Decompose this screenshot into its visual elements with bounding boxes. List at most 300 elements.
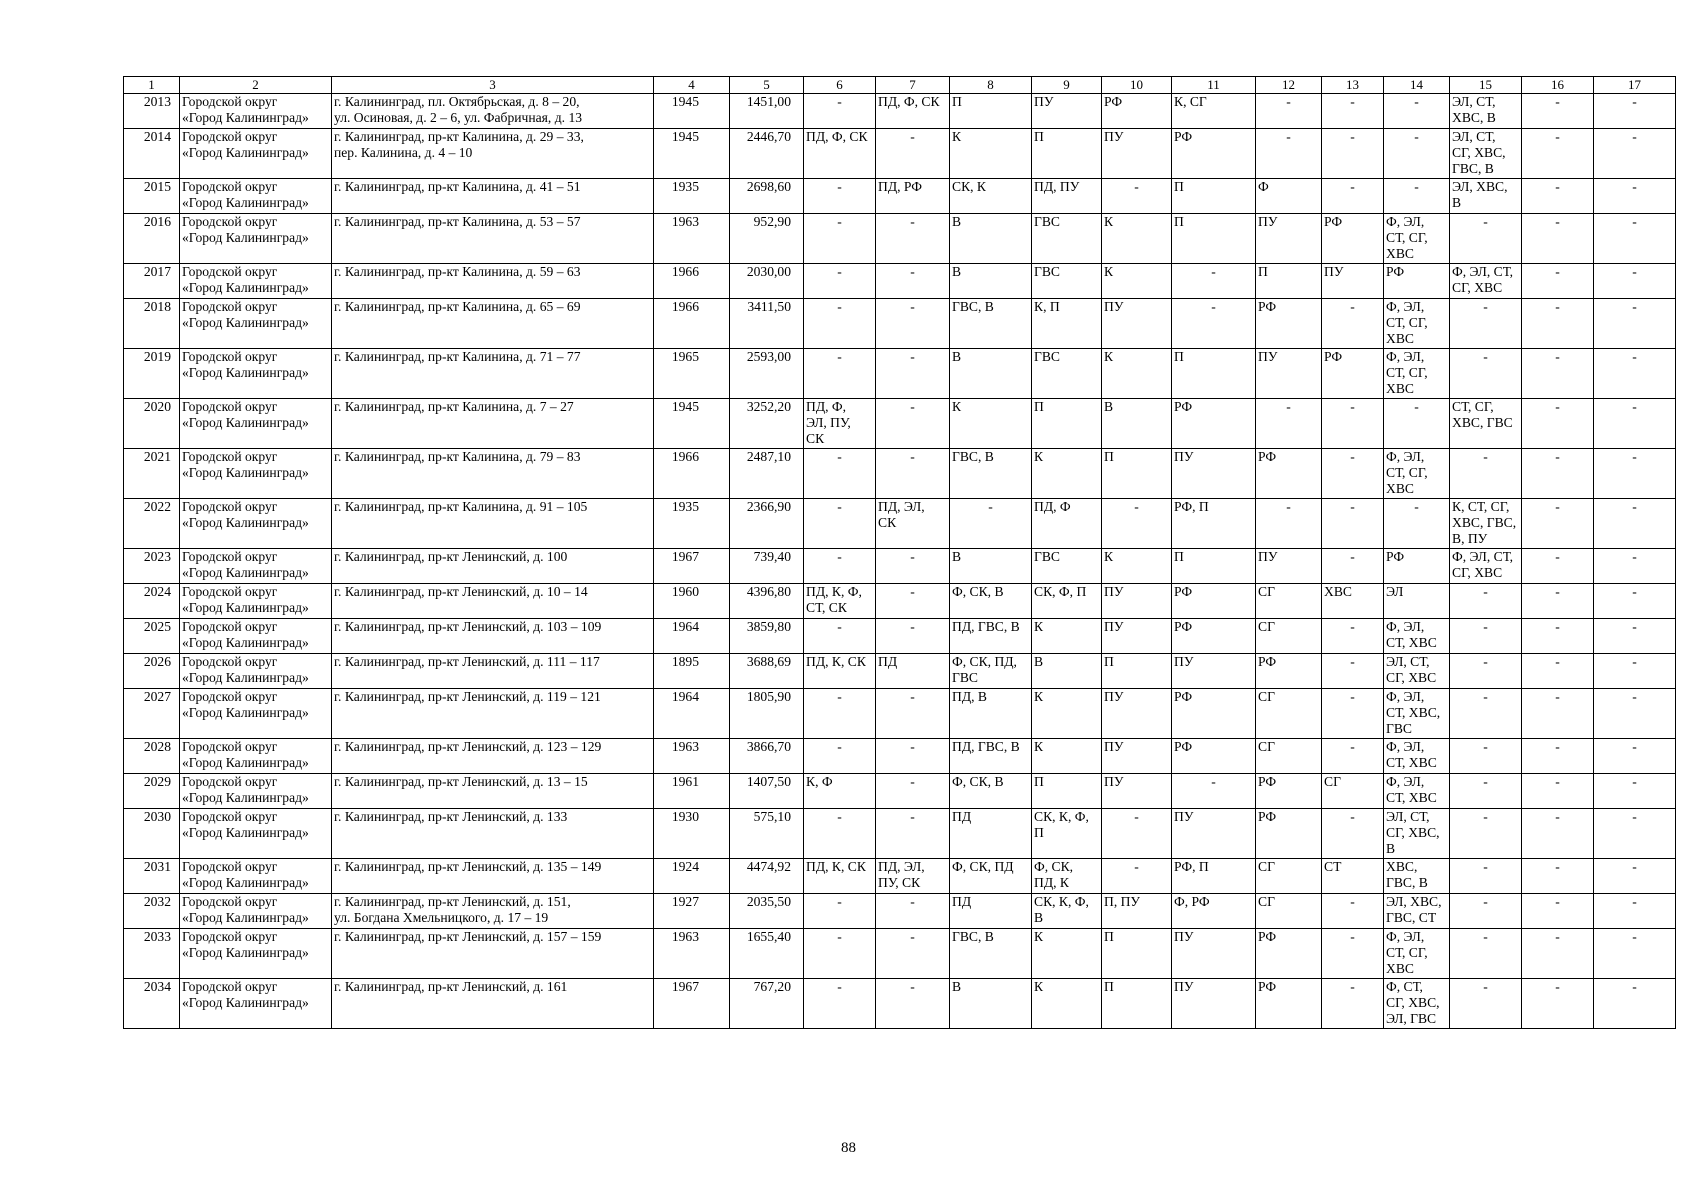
cell-col-16: - bbox=[1522, 449, 1594, 499]
cell-col-17: - bbox=[1594, 299, 1676, 349]
cell-col-2: Городской округ «Город Калининград» bbox=[180, 619, 332, 654]
cell-col-15: - bbox=[1450, 619, 1522, 654]
table-row bbox=[124, 129, 1676, 179]
cell-col-8: В bbox=[950, 349, 1032, 399]
cell-col-10: ПУ bbox=[1102, 689, 1172, 739]
cell-col-4: 1963 bbox=[654, 214, 730, 264]
cell-col-17: - bbox=[1594, 619, 1676, 654]
cell-col-7: - bbox=[876, 689, 950, 739]
cell-col-12: РФ bbox=[1256, 299, 1322, 349]
table-body bbox=[124, 94, 1676, 1029]
cell-col-8: СК, К bbox=[950, 179, 1032, 214]
cell-col-15: - bbox=[1450, 774, 1522, 809]
cell-col-4: 1966 bbox=[654, 264, 730, 299]
cell-col-15: - bbox=[1450, 979, 1522, 1029]
cell-col-14: - bbox=[1384, 399, 1450, 449]
cell-col-13: РФ bbox=[1322, 214, 1384, 264]
cell-col-5: 1655,40 bbox=[730, 929, 804, 979]
cell-col-3: г. Калининград, пр-кт Ленинский, д. 133 bbox=[332, 809, 654, 859]
table-row bbox=[124, 549, 1676, 584]
cell-col-12: ПУ bbox=[1256, 549, 1322, 584]
cell-col-13: - bbox=[1322, 619, 1384, 654]
cell-col-16: - bbox=[1522, 979, 1594, 1029]
cell-col-17: - bbox=[1594, 929, 1676, 979]
cell-col-3: г. Калининград, пр-кт Ленинский, д. 103 – 109 bbox=[332, 619, 654, 654]
cell-col-7: - bbox=[876, 774, 950, 809]
cell-col-14: Ф, ЭЛ, СТ, СГ, ХВС bbox=[1384, 214, 1450, 264]
cell-col-13: СТ bbox=[1322, 859, 1384, 894]
cell-col-9: СК, К, Ф, В bbox=[1032, 894, 1102, 929]
cell-col-1: 2027 bbox=[124, 689, 180, 739]
cell-col-5: 4474,92 bbox=[730, 859, 804, 894]
table-row bbox=[124, 179, 1676, 214]
cell-col-4: 1960 bbox=[654, 584, 730, 619]
cell-col-15: - bbox=[1450, 859, 1522, 894]
cell-col-8: В bbox=[950, 214, 1032, 264]
cell-col-5: 3866,70 bbox=[730, 739, 804, 774]
table-row bbox=[124, 399, 1676, 449]
cell-col-16: - bbox=[1522, 349, 1594, 399]
cell-col-2: Городской округ «Город Калининград» bbox=[180, 809, 332, 859]
cell-col-10: П bbox=[1102, 449, 1172, 499]
cell-col-11: РФ bbox=[1172, 129, 1256, 179]
cell-col-11: ПУ bbox=[1172, 654, 1256, 689]
cell-col-15: - bbox=[1450, 929, 1522, 979]
cell-col-7: - bbox=[876, 894, 950, 929]
cell-col-11: РФ bbox=[1172, 399, 1256, 449]
table-row bbox=[124, 619, 1676, 654]
cell-col-10: К bbox=[1102, 264, 1172, 299]
cell-col-6: - bbox=[804, 214, 876, 264]
cell-col-1: 2017 bbox=[124, 264, 180, 299]
cell-col-8: П bbox=[950, 94, 1032, 129]
cell-col-4: 1927 bbox=[654, 894, 730, 929]
cell-col-10: П bbox=[1102, 929, 1172, 979]
cell-col-8: В bbox=[950, 549, 1032, 584]
cell-col-17: - bbox=[1594, 549, 1676, 584]
cell-col-12: СГ bbox=[1256, 894, 1322, 929]
cell-col-12: СГ bbox=[1256, 689, 1322, 739]
cell-col-9: Ф, СК, ПД, К bbox=[1032, 859, 1102, 894]
cell-col-13: - bbox=[1322, 549, 1384, 584]
cell-col-8: Ф, СК, ПД, ГВС bbox=[950, 654, 1032, 689]
cell-col-10: П, ПУ bbox=[1102, 894, 1172, 929]
cell-col-6: - bbox=[804, 179, 876, 214]
table-row bbox=[124, 739, 1676, 774]
cell-col-11: - bbox=[1172, 299, 1256, 349]
cell-col-12: СГ bbox=[1256, 859, 1322, 894]
cell-col-9: К bbox=[1032, 739, 1102, 774]
cell-col-14: - bbox=[1384, 94, 1450, 129]
cell-col-5: 952,90 bbox=[730, 214, 804, 264]
cell-col-3: г. Калининград, пр-кт Калинина, д. 65 – 69 bbox=[332, 299, 654, 349]
cell-col-6: - bbox=[804, 94, 876, 129]
cell-col-12: - bbox=[1256, 94, 1322, 129]
cell-col-9: К bbox=[1032, 449, 1102, 499]
cell-col-10: ПУ bbox=[1102, 774, 1172, 809]
cell-col-17: - bbox=[1594, 894, 1676, 929]
column-header-1: 1 bbox=[124, 77, 180, 94]
cell-col-5: 1451,00 bbox=[730, 94, 804, 129]
cell-col-11: П bbox=[1172, 549, 1256, 584]
cell-col-16: - bbox=[1522, 809, 1594, 859]
cell-col-3: г. Калининград, пр-кт Калинина, д. 59 – 63 bbox=[332, 264, 654, 299]
cell-col-6: - bbox=[804, 264, 876, 299]
cell-col-13: - bbox=[1322, 979, 1384, 1029]
cell-col-10: К bbox=[1102, 549, 1172, 584]
cell-col-16: - bbox=[1522, 499, 1594, 549]
cell-col-9: П bbox=[1032, 774, 1102, 809]
cell-col-7: - bbox=[876, 214, 950, 264]
cell-col-15: - bbox=[1450, 689, 1522, 739]
cell-col-1: 2031 bbox=[124, 859, 180, 894]
cell-col-14: - bbox=[1384, 499, 1450, 549]
cell-col-14: Ф, ЭЛ, СТ, ХВС, ГВС bbox=[1384, 689, 1450, 739]
cell-col-13: - bbox=[1322, 399, 1384, 449]
cell-col-12: П bbox=[1256, 264, 1322, 299]
cell-col-4: 1935 bbox=[654, 179, 730, 214]
cell-col-5: 3252,20 bbox=[730, 399, 804, 449]
cell-col-4: 1965 bbox=[654, 349, 730, 399]
cell-col-14: Ф, ЭЛ, СТ, СГ, ХВС bbox=[1384, 349, 1450, 399]
cell-col-11: РФ, П bbox=[1172, 859, 1256, 894]
cell-col-16: - bbox=[1522, 584, 1594, 619]
cell-col-9: ГВС bbox=[1032, 214, 1102, 264]
cell-col-16: - bbox=[1522, 929, 1594, 979]
cell-col-3: г. Калининград, пр-кт Калинина, д. 41 – 51 bbox=[332, 179, 654, 214]
page-number: 88 bbox=[841, 1140, 856, 1156]
cell-col-11: П bbox=[1172, 214, 1256, 264]
cell-col-15: Ф, ЭЛ, СТ, СГ, ХВС bbox=[1450, 549, 1522, 584]
cell-col-12: РФ bbox=[1256, 979, 1322, 1029]
cell-col-13: - bbox=[1322, 129, 1384, 179]
cell-col-14: РФ bbox=[1384, 264, 1450, 299]
cell-col-6: ПД, К, Ф, СТ, СК bbox=[804, 584, 876, 619]
cell-col-2: Городской округ «Город Калининград» bbox=[180, 449, 332, 499]
cell-col-11: ПУ bbox=[1172, 929, 1256, 979]
cell-col-11: РФ bbox=[1172, 619, 1256, 654]
cell-col-16: - bbox=[1522, 774, 1594, 809]
cell-col-17: - bbox=[1594, 774, 1676, 809]
cell-col-10: ПУ bbox=[1102, 129, 1172, 179]
cell-col-9: В bbox=[1032, 654, 1102, 689]
cell-col-9: П bbox=[1032, 129, 1102, 179]
cell-col-6: ПД, К, СК bbox=[804, 859, 876, 894]
column-header-8: 8 bbox=[950, 77, 1032, 94]
cell-col-17: - bbox=[1594, 214, 1676, 264]
cell-col-1: 2030 bbox=[124, 809, 180, 859]
cell-col-10: - bbox=[1102, 809, 1172, 859]
cell-col-7: - bbox=[876, 584, 950, 619]
cell-col-5: 575,10 bbox=[730, 809, 804, 859]
cell-col-5: 2366,90 bbox=[730, 499, 804, 549]
cell-col-1: 2018 bbox=[124, 299, 180, 349]
cell-col-1: 2019 bbox=[124, 349, 180, 399]
table-row bbox=[124, 499, 1676, 549]
cell-col-13: СГ bbox=[1322, 774, 1384, 809]
cell-col-7: - bbox=[876, 129, 950, 179]
cell-col-10: - bbox=[1102, 859, 1172, 894]
cell-col-11: - bbox=[1172, 774, 1256, 809]
cell-col-11: Ф, РФ bbox=[1172, 894, 1256, 929]
table-row bbox=[124, 894, 1676, 929]
cell-col-17: - bbox=[1594, 179, 1676, 214]
table-row bbox=[124, 264, 1676, 299]
cell-col-5: 2487,10 bbox=[730, 449, 804, 499]
cell-col-13: - bbox=[1322, 449, 1384, 499]
cell-col-11: П bbox=[1172, 349, 1256, 399]
cell-col-4: 1967 bbox=[654, 549, 730, 584]
cell-col-1: 2032 bbox=[124, 894, 180, 929]
cell-col-16: - bbox=[1522, 689, 1594, 739]
cell-col-17: - bbox=[1594, 654, 1676, 689]
cell-col-7: - bbox=[876, 299, 950, 349]
cell-col-10: ПУ bbox=[1102, 299, 1172, 349]
cell-col-8: В bbox=[950, 979, 1032, 1029]
cell-col-16: - bbox=[1522, 214, 1594, 264]
cell-col-10: П bbox=[1102, 654, 1172, 689]
cell-col-15: - bbox=[1450, 449, 1522, 499]
cell-col-6: - bbox=[804, 689, 876, 739]
cell-col-2: Городской округ «Город Калининград» bbox=[180, 299, 332, 349]
cell-col-6: - bbox=[804, 499, 876, 549]
cell-col-4: 1963 bbox=[654, 739, 730, 774]
cell-col-6: - bbox=[804, 929, 876, 979]
cell-col-11: РФ bbox=[1172, 584, 1256, 619]
cell-col-2: Городской округ «Город Калининград» bbox=[180, 349, 332, 399]
cell-col-15: Ф, ЭЛ, СТ, СГ, ХВС bbox=[1450, 264, 1522, 299]
table-row bbox=[124, 214, 1676, 264]
cell-col-7: - bbox=[876, 929, 950, 979]
cell-col-3: г. Калининград, пр-кт Ленинский, д. 10 – 14 bbox=[332, 584, 654, 619]
cell-col-17: - bbox=[1594, 689, 1676, 739]
cell-col-15: - bbox=[1450, 584, 1522, 619]
cell-col-8: ПД bbox=[950, 894, 1032, 929]
cell-col-1: 2014 bbox=[124, 129, 180, 179]
cell-col-12: Ф bbox=[1256, 179, 1322, 214]
cell-col-17: - bbox=[1594, 499, 1676, 549]
cell-col-6: - bbox=[804, 299, 876, 349]
cell-col-13: - bbox=[1322, 894, 1384, 929]
cell-col-4: 1895 bbox=[654, 654, 730, 689]
cell-col-5: 3411,50 bbox=[730, 299, 804, 349]
column-number-header-row bbox=[124, 77, 1676, 94]
cell-col-15: - bbox=[1450, 739, 1522, 774]
cell-col-9: ПД, ПУ bbox=[1032, 179, 1102, 214]
cell-col-5: 3859,80 bbox=[730, 619, 804, 654]
cell-col-2: Городской округ «Город Калининград» bbox=[180, 499, 332, 549]
cell-col-17: - bbox=[1594, 94, 1676, 129]
cell-col-5: 739,40 bbox=[730, 549, 804, 584]
cell-col-12: СГ bbox=[1256, 619, 1322, 654]
cell-col-10: ПУ bbox=[1102, 739, 1172, 774]
cell-col-2: Городской округ «Город Калининград» bbox=[180, 654, 332, 689]
cell-col-1: 2021 bbox=[124, 449, 180, 499]
cell-col-10: РФ bbox=[1102, 94, 1172, 129]
cell-col-2: Городской округ «Город Калининград» bbox=[180, 94, 332, 129]
repair-schedule-table bbox=[123, 76, 1676, 1029]
cell-col-12: ПУ bbox=[1256, 214, 1322, 264]
cell-col-15: - bbox=[1450, 654, 1522, 689]
cell-col-8: ГВС, В bbox=[950, 929, 1032, 979]
cell-col-3: г. Калининград, пр-кт Калинина, д. 7 – 27 bbox=[332, 399, 654, 449]
cell-col-4: 1967 bbox=[654, 979, 730, 1029]
cell-col-5: 4396,80 bbox=[730, 584, 804, 619]
cell-col-6: - bbox=[804, 979, 876, 1029]
table-row bbox=[124, 584, 1676, 619]
cell-col-14: Ф, ЭЛ, СТ, ХВС bbox=[1384, 739, 1450, 774]
cell-col-1: 2026 bbox=[124, 654, 180, 689]
cell-col-12: - bbox=[1256, 129, 1322, 179]
cell-col-7: - bbox=[876, 979, 950, 1029]
cell-col-3: г. Калининград, пр-кт Ленинский, д. 157 – 159 bbox=[332, 929, 654, 979]
cell-col-1: 2013 bbox=[124, 94, 180, 129]
cell-col-8: К bbox=[950, 129, 1032, 179]
cell-col-10: В bbox=[1102, 399, 1172, 449]
cell-col-9: СК, К, Ф, П bbox=[1032, 809, 1102, 859]
cell-col-8: ПД, ГВС, В bbox=[950, 619, 1032, 654]
cell-col-16: - bbox=[1522, 654, 1594, 689]
cell-col-13: - bbox=[1322, 499, 1384, 549]
cell-col-17: - bbox=[1594, 264, 1676, 299]
cell-col-16: - bbox=[1522, 894, 1594, 929]
cell-col-10: - bbox=[1102, 179, 1172, 214]
table-row bbox=[124, 299, 1676, 349]
cell-col-5: 2035,50 bbox=[730, 894, 804, 929]
cell-col-1: 2034 bbox=[124, 979, 180, 1029]
cell-col-16: - bbox=[1522, 859, 1594, 894]
cell-col-15: - bbox=[1450, 809, 1522, 859]
cell-col-14: ЭЛ, СТ, СГ, ХВС, В bbox=[1384, 809, 1450, 859]
cell-col-10: К bbox=[1102, 349, 1172, 399]
cell-col-4: 1964 bbox=[654, 689, 730, 739]
cell-col-3: г. Калининград, пр-кт Калинина, д. 79 – 83 bbox=[332, 449, 654, 499]
cell-col-2: Городской округ «Город Калининград» bbox=[180, 129, 332, 179]
cell-col-2: Городской округ «Город Калининград» bbox=[180, 399, 332, 449]
cell-col-7: - bbox=[876, 549, 950, 584]
cell-col-8: ГВС, В bbox=[950, 299, 1032, 349]
cell-col-13: ХВС bbox=[1322, 584, 1384, 619]
cell-col-17: - bbox=[1594, 449, 1676, 499]
cell-col-1: 2015 bbox=[124, 179, 180, 214]
cell-col-10: ПУ bbox=[1102, 584, 1172, 619]
cell-col-14: ХВС, ГВС, В bbox=[1384, 859, 1450, 894]
table-row bbox=[124, 859, 1676, 894]
cell-col-16: - bbox=[1522, 94, 1594, 129]
cell-col-17: - bbox=[1594, 349, 1676, 399]
cell-col-1: 2020 bbox=[124, 399, 180, 449]
cell-col-8: - bbox=[950, 499, 1032, 549]
cell-col-8: В bbox=[950, 264, 1032, 299]
cell-col-13: - bbox=[1322, 689, 1384, 739]
cell-col-16: - bbox=[1522, 179, 1594, 214]
table-row bbox=[124, 689, 1676, 739]
cell-col-4: 1964 bbox=[654, 619, 730, 654]
cell-col-1: 2033 bbox=[124, 929, 180, 979]
cell-col-3: г. Калининград, пр-кт Калинина, д. 71 – 77 bbox=[332, 349, 654, 399]
cell-col-13: - bbox=[1322, 809, 1384, 859]
table-row bbox=[124, 774, 1676, 809]
cell-col-3: г. Калининград, пл. Октябрьская, д. 8 – 20, ул. Осиновая, д. 2 – 6, ул. Фабричная, д. 13 bbox=[332, 94, 654, 129]
cell-col-3: г. Калининград, пр-кт Ленинский, д. 13 – 15 bbox=[332, 774, 654, 809]
cell-col-2: Городской округ «Город Калининград» bbox=[180, 859, 332, 894]
cell-col-9: К bbox=[1032, 929, 1102, 979]
column-header-15: 15 bbox=[1450, 77, 1522, 94]
column-header-9: 9 bbox=[1032, 77, 1102, 94]
cell-col-16: - bbox=[1522, 739, 1594, 774]
cell-col-11: ПУ bbox=[1172, 979, 1256, 1029]
cell-col-5: 1407,50 bbox=[730, 774, 804, 809]
cell-col-1: 2028 bbox=[124, 739, 180, 774]
cell-col-2: Городской округ «Город Калининград» bbox=[180, 929, 332, 979]
cell-col-8: Ф, СК, В bbox=[950, 584, 1032, 619]
cell-col-2: Городской округ «Город Калининград» bbox=[180, 894, 332, 929]
cell-col-7: - bbox=[876, 619, 950, 654]
cell-col-2: Городской округ «Город Калининград» bbox=[180, 774, 332, 809]
cell-col-5: 3688,69 bbox=[730, 654, 804, 689]
cell-col-15: ЭЛ, ХВС, В bbox=[1450, 179, 1522, 214]
cell-col-7: - bbox=[876, 809, 950, 859]
cell-col-14: Ф, СТ, СГ, ХВС, ЭЛ, ГВС bbox=[1384, 979, 1450, 1029]
column-header-16: 16 bbox=[1522, 77, 1594, 94]
cell-col-2: Городской округ «Город Калининград» bbox=[180, 264, 332, 299]
cell-col-14: - bbox=[1384, 129, 1450, 179]
cell-col-17: - bbox=[1594, 739, 1676, 774]
cell-col-14: Ф, ЭЛ, СТ, ХВС bbox=[1384, 619, 1450, 654]
column-header-5: 5 bbox=[730, 77, 804, 94]
cell-col-7: ПД, Ф, СК bbox=[876, 94, 950, 129]
cell-col-15: - bbox=[1450, 894, 1522, 929]
cell-col-4: 1945 bbox=[654, 129, 730, 179]
cell-col-15: ЭЛ, СТ, СГ, ХВС, ГВС, В bbox=[1450, 129, 1522, 179]
cell-col-2: Городской округ «Город Калининград» bbox=[180, 214, 332, 264]
cell-col-11: - bbox=[1172, 264, 1256, 299]
cell-col-2: Городской округ «Город Калининград» bbox=[180, 979, 332, 1029]
table-row bbox=[124, 979, 1676, 1029]
column-header-6: 6 bbox=[804, 77, 876, 94]
cell-col-17: - bbox=[1594, 129, 1676, 179]
cell-col-6: К, Ф bbox=[804, 774, 876, 809]
cell-col-16: - bbox=[1522, 549, 1594, 584]
cell-col-11: ПУ bbox=[1172, 809, 1256, 859]
cell-col-8: ПД bbox=[950, 809, 1032, 859]
cell-col-11: РФ, П bbox=[1172, 499, 1256, 549]
cell-col-7: ПД, РФ bbox=[876, 179, 950, 214]
cell-col-4: 1963 bbox=[654, 929, 730, 979]
cell-col-15: К, СТ, СГ, ХВС, ГВС, В, ПУ bbox=[1450, 499, 1522, 549]
cell-col-9: К bbox=[1032, 979, 1102, 1029]
cell-col-4: 1966 bbox=[654, 299, 730, 349]
cell-col-6: - bbox=[804, 894, 876, 929]
cell-col-8: ГВС, В bbox=[950, 449, 1032, 499]
cell-col-13: - bbox=[1322, 94, 1384, 129]
cell-col-2: Городской округ «Город Калининград» bbox=[180, 584, 332, 619]
cell-col-3: г. Калининград, пр-кт Калинина, д. 91 – 105 bbox=[332, 499, 654, 549]
cell-col-9: К, П bbox=[1032, 299, 1102, 349]
cell-col-17: - bbox=[1594, 399, 1676, 449]
table-row bbox=[124, 449, 1676, 499]
cell-col-4: 1935 bbox=[654, 499, 730, 549]
cell-col-14: Ф, ЭЛ, СТ, СГ, ХВС bbox=[1384, 449, 1450, 499]
cell-col-5: 767,20 bbox=[730, 979, 804, 1029]
cell-col-12: РФ bbox=[1256, 449, 1322, 499]
cell-col-1: 2023 bbox=[124, 549, 180, 584]
cell-col-9: ПД, Ф bbox=[1032, 499, 1102, 549]
column-header-7: 7 bbox=[876, 77, 950, 94]
cell-col-3: г. Калининград, пр-кт Ленинский, д. 161 bbox=[332, 979, 654, 1029]
cell-col-1: 2022 bbox=[124, 499, 180, 549]
cell-col-5: 1805,90 bbox=[730, 689, 804, 739]
